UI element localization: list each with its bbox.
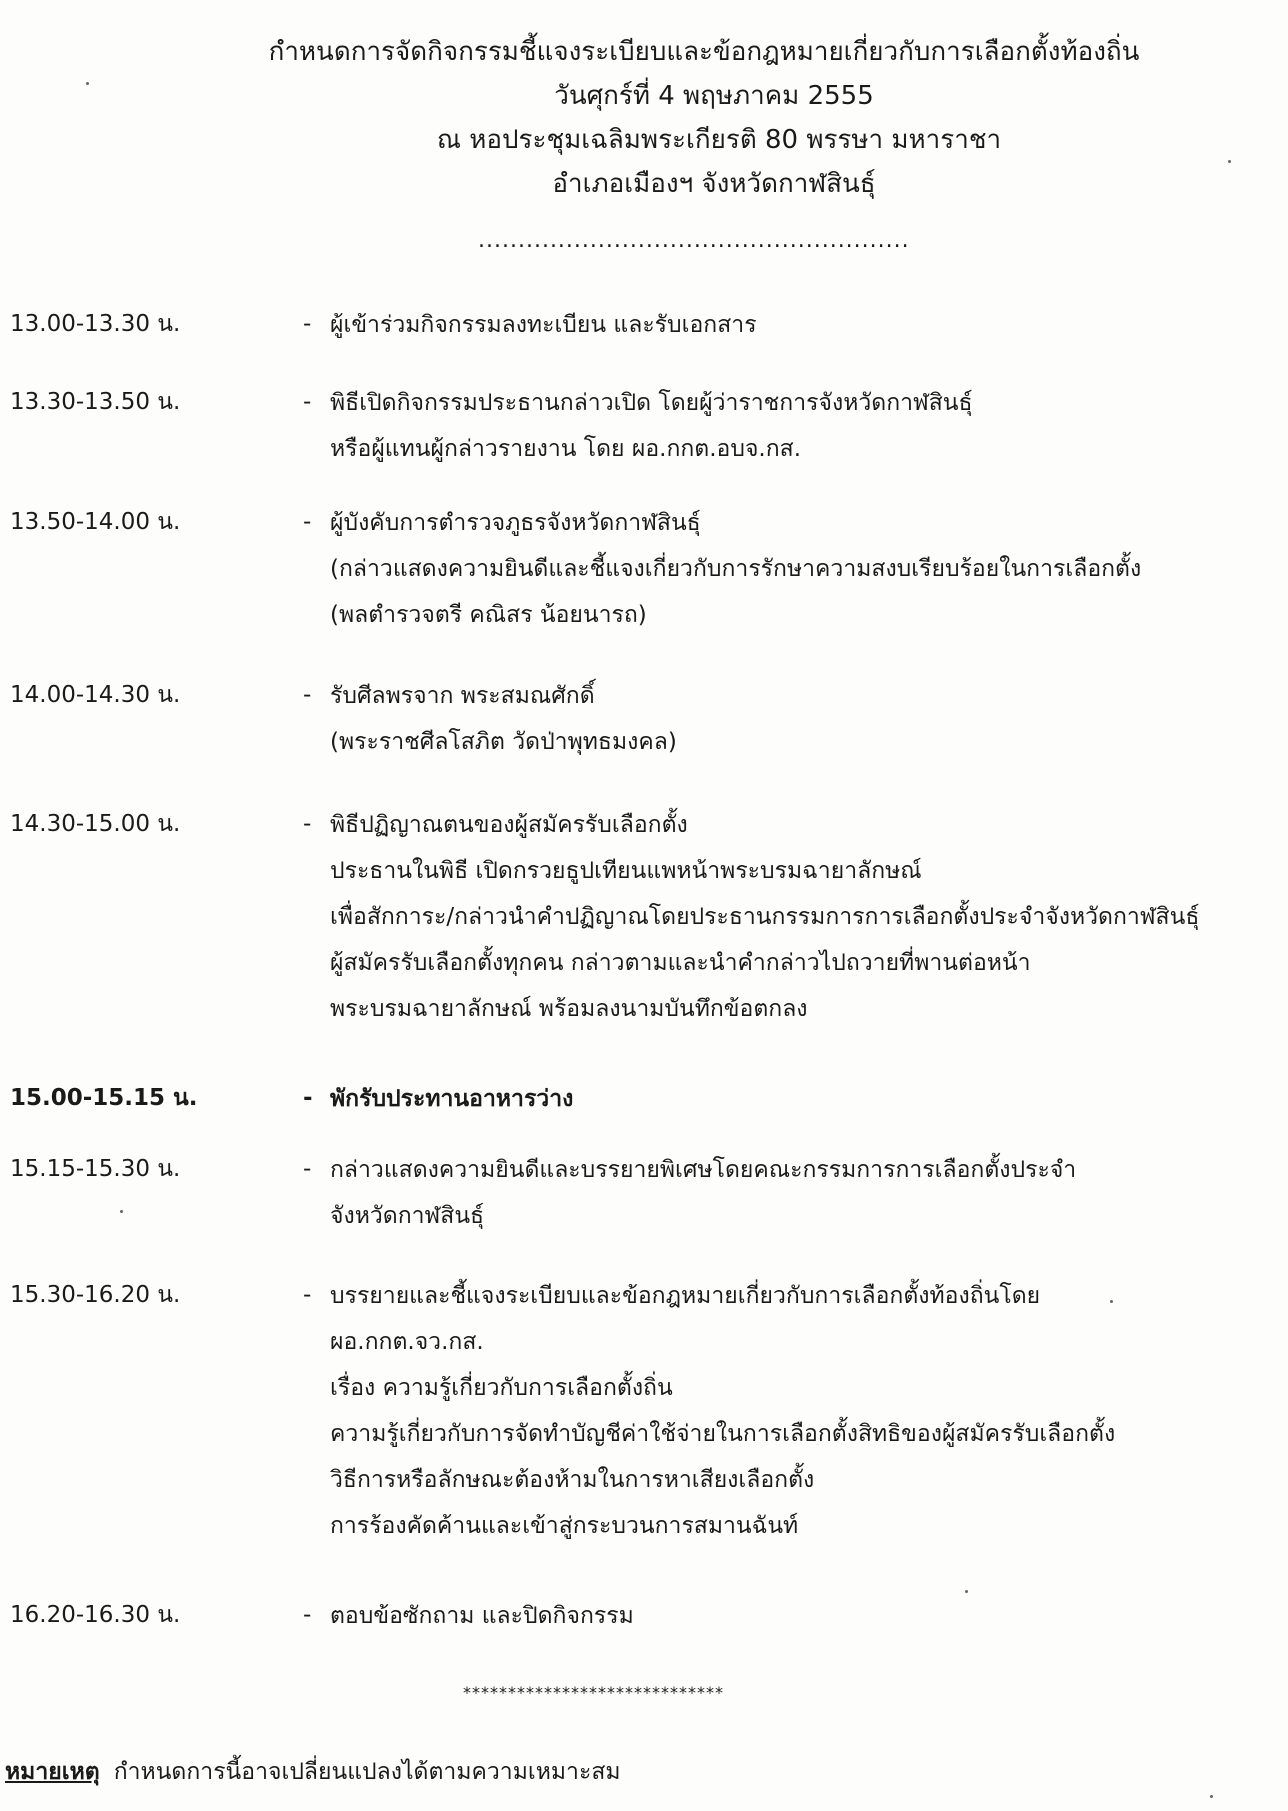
event-venue: ณ หอประชุมเฉลิมพระเกียรติ 80 พรรษา มหาราชา bbox=[436, 125, 1002, 155]
agenda-time: 14.30-15.00 น. bbox=[10, 811, 181, 837]
agenda-description-line: จังหวัดกาฬสินธุ์ bbox=[330, 1203, 485, 1229]
agenda-description-line: ผู้บังคับการตำรวจภูธรจังหวัดกาฬสินธุ์ bbox=[330, 510, 701, 536]
agenda-dash: - bbox=[303, 509, 312, 535]
agenda-dash: - bbox=[303, 311, 312, 337]
agenda-time: 13.30-13.50 น. bbox=[10, 389, 181, 415]
agenda-time: 15.00-15.15 น. bbox=[10, 1085, 198, 1111]
agenda-time: 14.00-14.30 น. bbox=[10, 682, 181, 708]
agenda-description-line: ความรู้เกี่ยวกับการจัดทำบัญชีค่าใช้จ่ายในการเลือกตั้งสิทธิของผู้สมัครรับเลือกตั้ง bbox=[330, 1421, 1116, 1447]
agenda-dash: - bbox=[303, 1156, 312, 1182]
agenda-description bbox=[330, 1076, 1285, 1122]
agenda-time: 15.30-16.20 น. bbox=[10, 1282, 181, 1308]
agenda-description-line: พิธีเปิดกิจกรรมประธานกล่าวเปิด โดยผู้ว่าราชการจังหวัดกาฬสินธุ์ bbox=[330, 390, 973, 416]
agenda-description-line: พิธีปฏิญาณตนของผู้สมัครรับเลือกตั้ง bbox=[330, 812, 688, 838]
event-date: วันศุกร์ที่ 4 พฤษภาคม 2555 bbox=[554, 81, 874, 111]
agenda-dash: - bbox=[303, 1282, 312, 1308]
agenda-description-line: พักรับประทานอาหารว่าง bbox=[330, 1086, 574, 1112]
agenda-description-line: ผอ.กกต.จว.กส. bbox=[330, 1329, 484, 1355]
agenda-dash: - bbox=[303, 1602, 312, 1628]
footnote-text: กำหนดการนี้อาจเปลี่ยนแปลงได้ตามความเหมาะสม bbox=[113, 1759, 621, 1785]
agenda-description bbox=[330, 802, 1285, 1032]
agenda-description-line: ตอบข้อซักถาม และปิดกิจกรรม bbox=[330, 1603, 634, 1629]
agenda-description-line: หรือผู้แทนผู้กล่าวรายงาน โดย ผอ.กกต.อบจ.กส. bbox=[330, 436, 802, 462]
agenda-description bbox=[330, 1593, 1285, 1639]
agenda-description-line: เรื่อง ความรู้เกี่ยวกับการเลือกตั้งถิ่น bbox=[330, 1375, 673, 1401]
document-title: กำหนดการจัดกิจกรรมชี้แจงระเบียบและข้อกฎหมายเกี่ยวกับการเลือกตั้งท้องถิ่น bbox=[268, 37, 1140, 67]
agenda-description-line: พระบรมฉายาลักษณ์ พร้อมลงนามบันทึกข้อตกลง bbox=[330, 996, 808, 1022]
scan-speck bbox=[120, 1210, 123, 1213]
agenda-description-line: (พลตำรวจตรี คณิสร น้อยนารถ) bbox=[330, 602, 647, 628]
agenda-description-line: ผู้เข้าร่วมกิจกรรมลงทะเบียน และรับเอกสาร bbox=[330, 312, 757, 338]
footnote bbox=[5, 1752, 621, 1792]
agenda-time: 13.00-13.30 น. bbox=[10, 311, 181, 337]
event-district: อำเภอเมืองฯ จังหวัดกาฬสินธุ์ bbox=[552, 169, 876, 199]
agenda-description bbox=[330, 673, 1285, 765]
agenda-dash: - bbox=[303, 389, 312, 415]
agenda-description-line: ประธานในพิธี เปิดกรวยธูปเทียนแพหน้าพระบรมฉายาลักษณ์ bbox=[330, 858, 922, 884]
agenda-description-line: วิธีการหรือลักษณะต้องห้ามในการหาเสียงเลือกตั้ง bbox=[330, 1467, 815, 1493]
footnote-label: หมายเหตุ bbox=[5, 1759, 100, 1785]
agenda-description bbox=[330, 1147, 1285, 1239]
header-divider: ...................................................... bbox=[478, 228, 910, 253]
agenda-description-line: การร้องคัดค้านและเข้าสู่กระบวนการสมานฉันท์ bbox=[330, 1513, 799, 1539]
agenda-time: 16.20-16.30 น. bbox=[10, 1602, 181, 1628]
scan-speck bbox=[1110, 1300, 1113, 1303]
agenda-description bbox=[330, 380, 1285, 472]
agenda-description bbox=[330, 1273, 1285, 1549]
agenda-dash: - bbox=[303, 811, 312, 837]
end-divider: ***************************** bbox=[463, 1683, 724, 1702]
document-header bbox=[0, 30, 1288, 206]
agenda-description-line: บรรยายและชี้แจงระเบียบและข้อกฎหมายเกี่ยวกับการเลือกตั้งท้องถิ่นโดย bbox=[330, 1283, 1041, 1309]
agenda-time: 13.50-14.00 น. bbox=[10, 509, 181, 535]
agenda-dash: - bbox=[303, 682, 312, 708]
scan-speck bbox=[1210, 1795, 1213, 1798]
agenda-description-line: เพื่อสักการะ/กล่าวนำคำปฏิญาณโดยประธานกรรมการการเลือกตั้งประจำจังหวัดกาฬสินธุ์ bbox=[330, 904, 1200, 930]
agenda-description bbox=[330, 302, 1285, 348]
agenda-description bbox=[330, 500, 1285, 638]
scan-speck bbox=[86, 82, 89, 85]
scan-speck bbox=[1228, 160, 1231, 163]
agenda-description-line: กล่าวแสดงความยินดีและบรรยายพิเศษโดยคณะกรรมการการเลือกตั้งประจำ bbox=[330, 1157, 1077, 1183]
agenda-time: 15.15-15.30 น. bbox=[10, 1156, 181, 1182]
agenda-description-line: รับศีลพรจาก พระสมณศักดิ์ bbox=[330, 683, 595, 709]
agenda-description-line: ผู้สมัครรับเลือกตั้งทุกคน กล่าวตามและนำคำกล่าวไปถวายที่พานต่อหน้า bbox=[330, 950, 1031, 976]
agenda-dash: - bbox=[303, 1085, 313, 1111]
scan-speck bbox=[965, 1590, 968, 1593]
agenda-description-line: (พระราชศีลโสภิต วัดป่าพุทธมงคล) bbox=[330, 729, 677, 755]
agenda-description-line: (กล่าวแสดงความยินดีและชี้แจงเกี่ยวกับการรักษาความสงบเรียบร้อยในการเลือกตั้ง bbox=[330, 556, 1142, 582]
